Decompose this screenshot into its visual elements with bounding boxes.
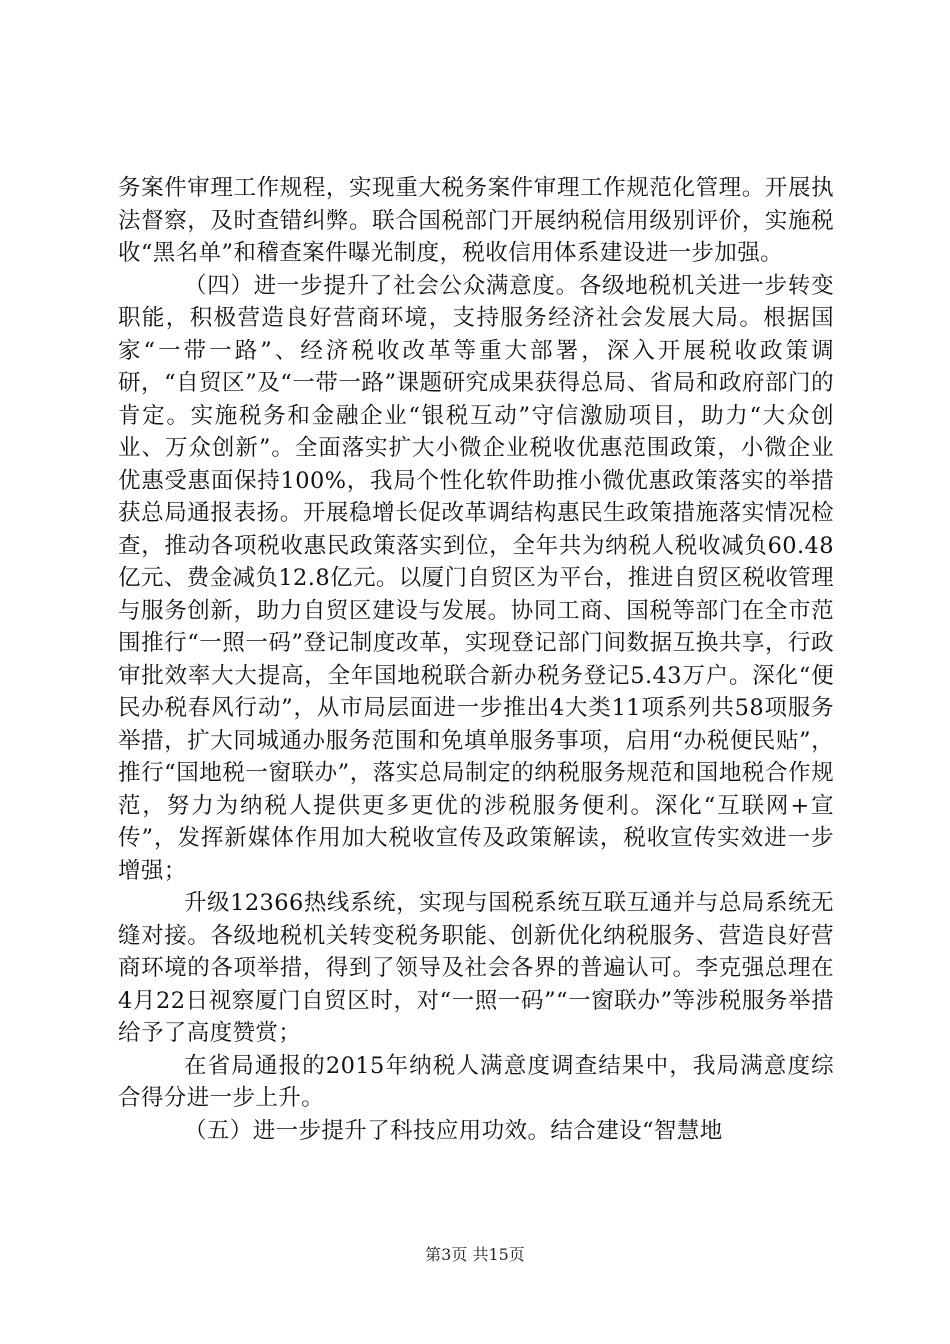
paragraph-section-five: （五）进一步提升了科技应用功效。结合建设“智慧地 bbox=[184, 1117, 723, 1144]
paragraph-continued: 务案件审理工作规程，实现重大税务案件审理工作规范化管理。开展执法督察，及时查错纠弊。联合国税部门开展纳税信用级别评价，实施税收“黑名单”和稽查案件曝光制度，税收信用体系建设进一步加强。 bbox=[118, 175, 834, 266]
paragraph-satisfaction-survey: 在省局通报的2015年纳税人满意度调查结果中，我局满意度综合得分进一步上升。 bbox=[118, 1052, 834, 1111]
paragraph-hotline-upgrade: 升级12366热线系统，实现与国税系统互联互通并与总局系统无缝对接。各级地税机关转变税务职能、创新优化纳税服务、营造良好营商环境的各项举措，得到了领导及社会各界的普遍认可。李克强总理在4月22日视察厦门自贸区时，对“一照一码”“一窗联办”等涉税服务举措给予了高度赞赏； bbox=[118, 890, 834, 1046]
paragraph-section-four: （四）进一步提升了社会公众满意度。各级地税机关进一步转变职能，积极营造良好营商环境，支持服务经济社会发展大局。根据国家“一带一路”、经济税收改革等重大部署，深入开展税收政策调研，“自贸区”及“一带一路”课题研究成果获得总局、省局和政府部门的肯定。实施税务和金融企业“银税互动”守信激励项目，助力“大众创业、万众创新”。全面落实扩大小微企业税收优惠范围政策，小微企业优惠受惠面保持100%，我局个性化软件助推小微优惠政策落实的举措获总局通报表扬。开展稳增长促改革调结构惠民生政策措施落实情况检查，推动各项税收惠民政策落实到位，全年共为纳税人税收减负60.48亿元、费金减负12.8亿元。以厦门自贸区为平台，推进自贸区税收管理与服务创新，助力自贸区建设与发展。协同工商、国税等部门在全市范围推行“一照一码”登记制度改革，实现登记部门间数据互换共享，行政审批效率大大提高，全年国地税联合新办税务登记5.43万户。深化“便民办税春风行动”，从市局层面进一步推出4大类11项系列共58项服务举措，扩大同城通办服务范围和免填单服务事项，启用“办税便民贴”，推行“国地税一窗联办”，落实总局制定的纳税服务规范和国地税合作规范，努力为纳税人提供更多更优的涉税服务便利。深化“互联网+宣传”，发挥新媒体作用加大税收宣传及政策解读，税收宣传实效进一步增强； bbox=[118, 272, 834, 884]
page-number-footer: 第3页 共15页 bbox=[425, 1245, 525, 1264]
document-body bbox=[118, 172, 834, 1147]
